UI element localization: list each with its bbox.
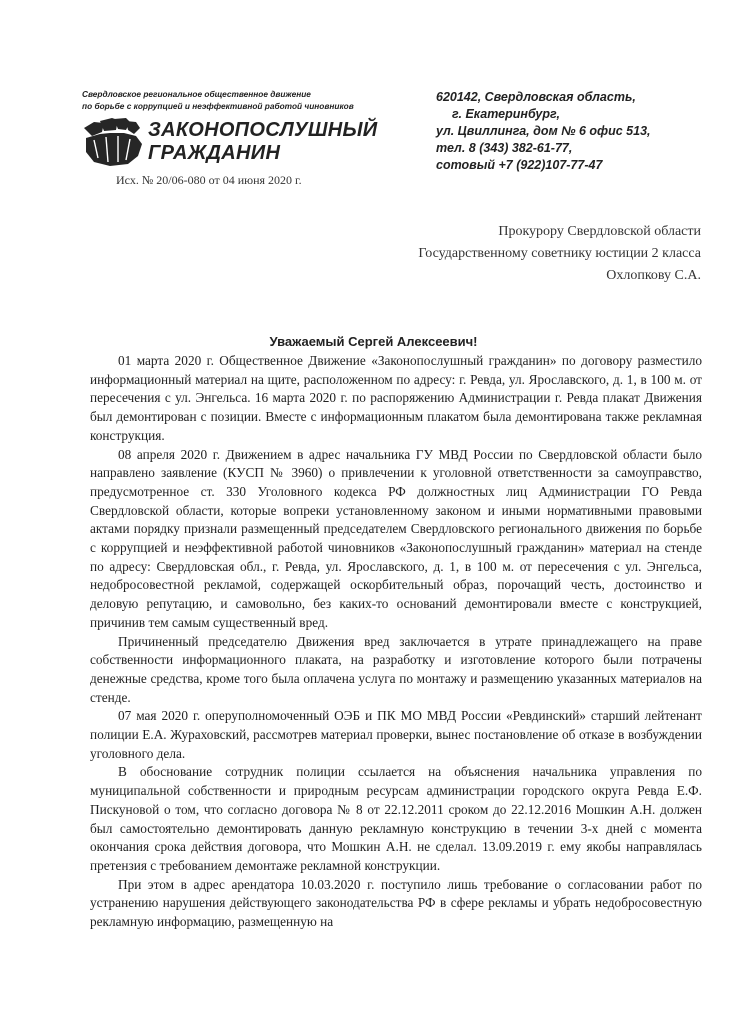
letter-body [90,352,702,932]
paragraph: При этом в адрес арендатора 10.03.2020 г. поступило лишь требование о согласовании работ по устранению нарушения действующего законодательства РФ в сфере рекламы и убрать недобросовестную рекламную информацию, размещенную на [90,876,702,930]
recipient-line1: Прокурору Свердловской области [498,224,701,239]
recipient-line2: Государственному советнику юстиции 2 класса [418,246,701,261]
address-line2: г. Екатеринбург, [452,107,560,121]
paragraph: 07 мая 2020 г. оперуполномоченный ОЭБ и ПК МО МВД России «Ревдинский» старший лейтенант полиции Е.А. Жураховский, рассмотрев материал проверки, вынес постановление об отказе в возбуждении уголовного дела. [90,708,702,761]
recipient-block [418,221,701,287]
address-line4: тел. 8 (343) 382-61-77, [436,141,573,155]
paragraph: 08 апреля 2020 г. Движением в адрес начальника ГУ МВД России по Свердловской области было направлено заявление (КУСП № 3960) о привлечении к уголовной ответственности за самоуправство, предусмотренное ст. 330 Уголовного кодекса РФ должностных лиц Администрации ГО Ревда Свердловской области, которые вопреки установленному законом и иными нормативными правовыми актами порядку признали размещенный председателем Свердловского регионального движения по борьбе с коррупцией и неэффективной работой чиновников «Законопослушный гражданин» материал на стенде по адресу: Свердловская обл., г. Ревда, ул. Ярославского, д. 1, в 100 м. от пересечения с ул. Энгельса, недобросовестной рекламой, содержащей оскорбительный образ, порочащий честь, достоинство и деловую репутацию, и самовольно, без каких-то оснований демонтировали вместе с конструкцией, причинив тем самым существенный вред. [90,446,702,630]
paragraph: В обоснование сотрудник полиции ссылается на объяснения начальника управления по муниципальной собственности и природным ресурсам администрации городского округа Ревда Е.Ф. Пискуновой о том, что согласно договора № 8 от 22.12.2011 сроком до 22.12.2016 Мошкин А.Н. должен был самостоятельно демонтировать данную рекламную конструкцию в течении 3-х дней с момента окончания срока действия договора, что Мошкин А.Н. не сделал. 13.09.2019 г. ему якобы направлялась претензия с требованием демонтаже рекламной конструкции. [90,764,702,873]
fist-logo-icon [80,112,146,172]
recipient-line3: Охлопкову С.А. [606,268,701,283]
org-tagline [82,88,382,112]
outgoing-number: Исх. № 20/06-080 от 04 июня 2020 г. [116,173,302,187]
address-line1: 620142, Свердловская область, [436,90,636,104]
org-tagline-line2: по борьбе с коррупцией и неэффективной работой чиновников [82,101,354,111]
salutation: Уважаемый Сергей Алексеевич! [269,334,478,349]
address-line3: ул. Цвиллинга, дом № 6 офис 513, [436,124,651,138]
logo-line1: ЗАКОНОПОСЛУШНЫЙ [148,119,378,141]
logo-wordmark [148,119,377,165]
logo-line2: ГРАЖДАНИН [148,142,281,164]
org-address [436,89,696,174]
address-line5: сотовый +7 (922)107-77-47 [436,158,603,172]
org-tagline-line1: Свердловское региональное общественное движение [82,89,311,99]
paragraph: 01 марта 2020 г. Общественное Движение «Законопослушный гражданин» по договору разместило информационный материал на щите, расположенном по адресу: г. Ревда, ул. Ярославского, д. 1, в 100 м. от пересечения с ул. Энгельса. 16 марта 2020 г. по распоряжению Администрации г. Ревда плакат Движения был демонтирован с позиции. Вместе с информационным плакатом была демонтирована также рекламная конструкция. [90,353,702,443]
paragraph: Причиненный председателю Движения вред заключается в утрате принадлежащего на праве собственности информационного плаката, на разработку и изготовление которого были потрачены денежные средства, кроме того была оплачена услуга по монтажу и размещению указанных материалов на стенде. [90,633,702,705]
